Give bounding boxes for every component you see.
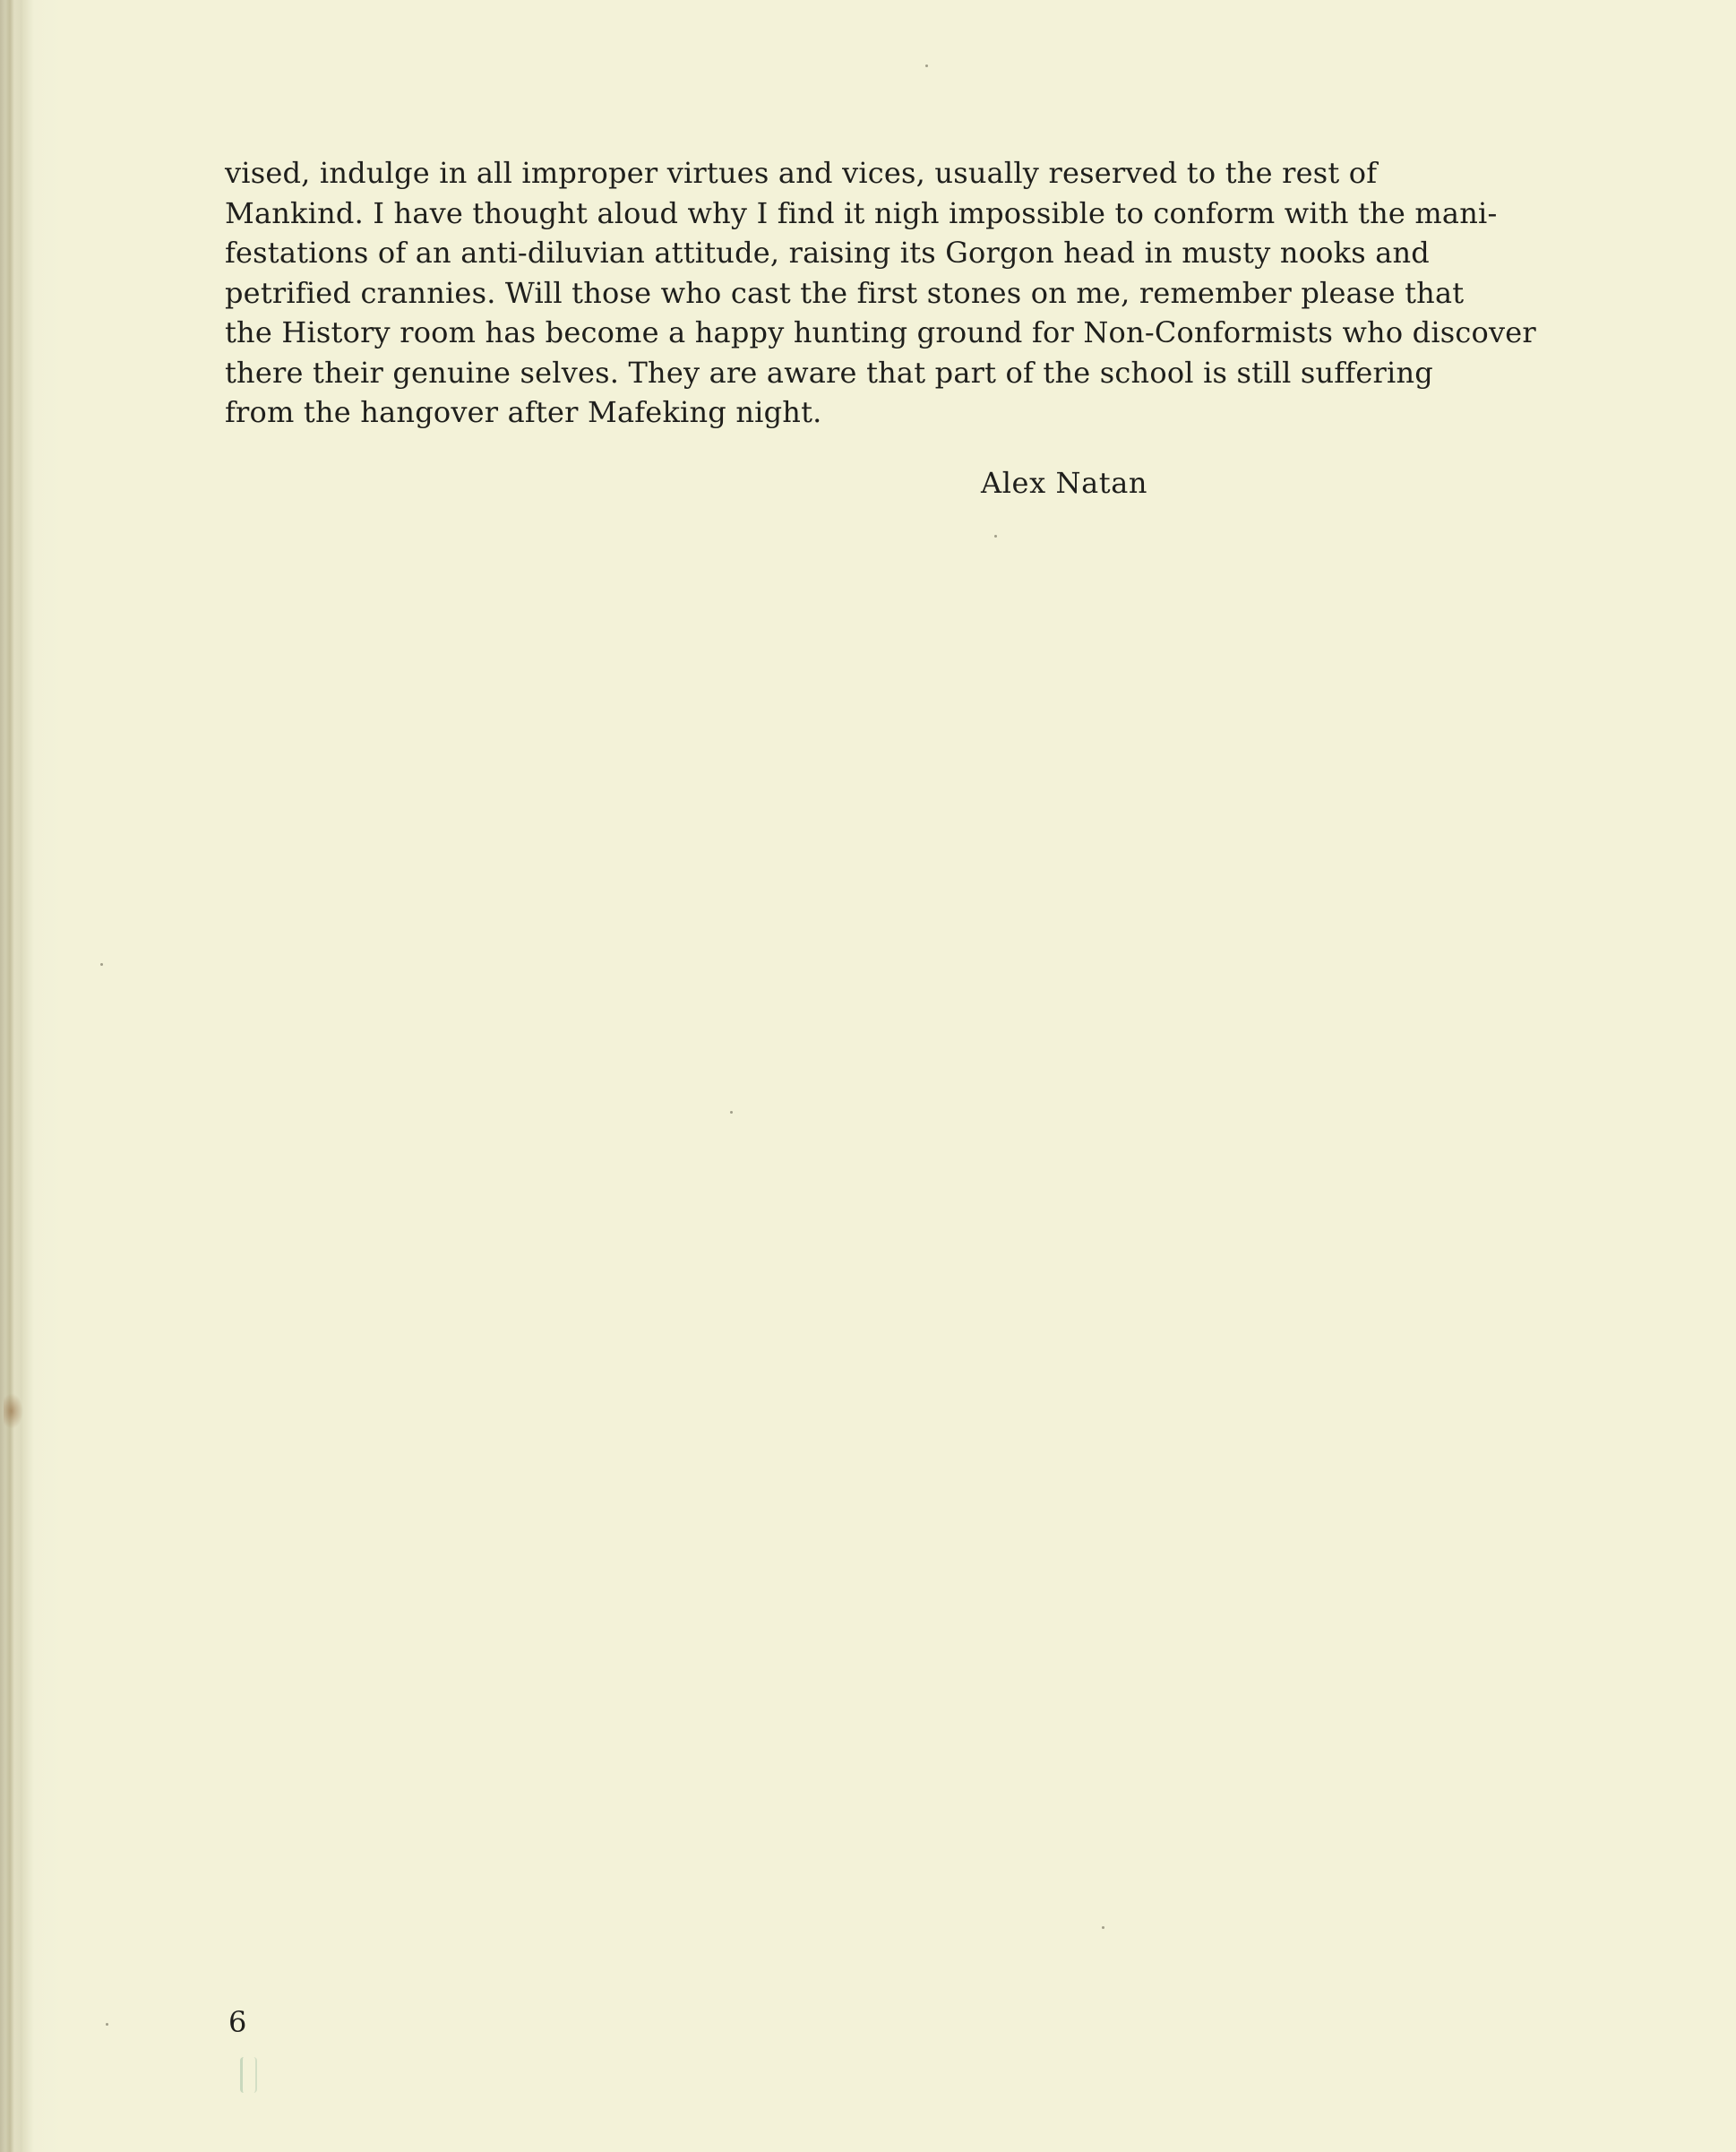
paper-speck [1102, 1926, 1104, 1929]
body-line: petrified crannies. Will those who cast the first stones on me, remember please that [225, 275, 1465, 310]
faint-mark [240, 2057, 257, 2093]
binding-shadow [0, 0, 23, 2152]
body-line: festations of an anti-diluvian attitude, raising its Gorgon head in musty nooks and [225, 236, 1430, 270]
body-line: there their genuine selves. They are aware that part of the school is still suffering [225, 355, 1433, 390]
body-line: from the hangover after Mafeking night. [225, 395, 822, 429]
body-text [225, 153, 1595, 433]
page-number: 6 [228, 2005, 247, 2039]
body-line: Mankind. I have thought aloud why I find it nigh impossible to conform with the mani- [225, 195, 1498, 230]
author-signature: Alex Natan [981, 466, 1148, 500]
paper-speck [994, 535, 997, 538]
paper-speck [925, 65, 928, 67]
paper-speck [106, 2023, 108, 2026]
body-line: the History room has become a happy hunting ground for Non-Conformists who discover [225, 315, 1536, 349]
paper-speck [730, 1111, 733, 1114]
body-line: vised, indulge in all improper virtues and vices, usually reserved to the rest of [225, 156, 1378, 190]
binding-stain [4, 1393, 23, 1429]
paper-speck [100, 963, 103, 966]
